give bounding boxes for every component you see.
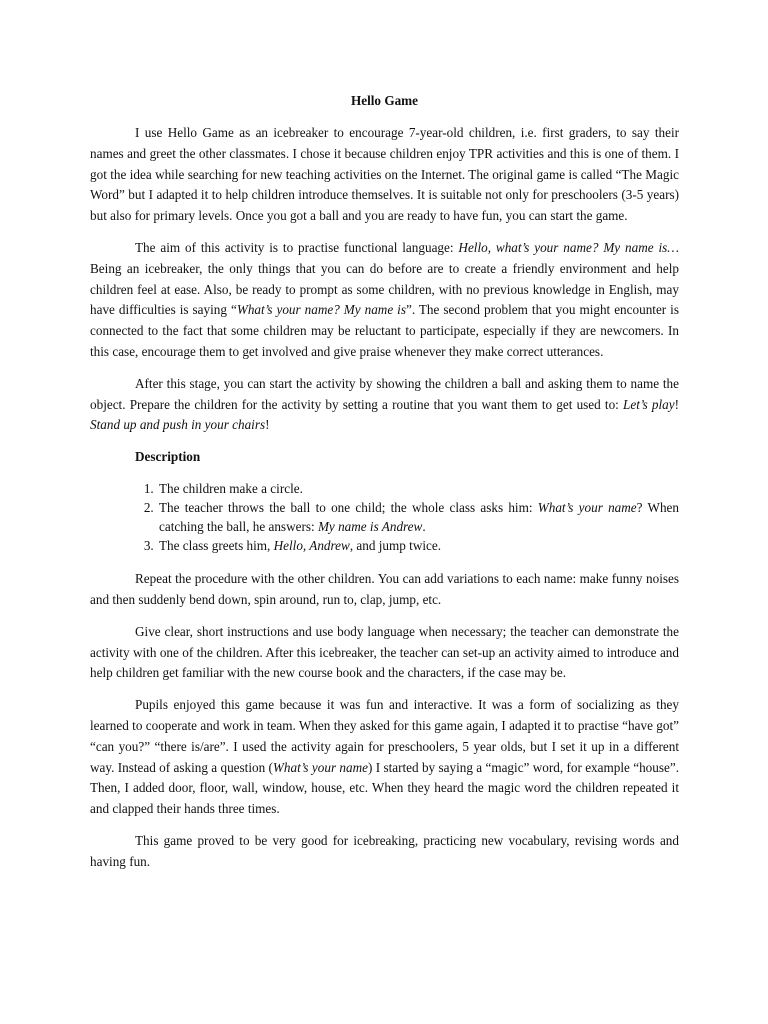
step-3-text-b: , and jump twice. [349, 538, 442, 554]
aim-text-a: The aim of this activity is to practise functional language: [135, 239, 459, 255]
stage-text-c: ! [265, 417, 270, 433]
intro-paragraph: I use Hello Game as an icebreaker to encourage 7-year-old children, i.e. first graders, to say their names and greet the other classmates. I chose it because children enjoy TPR activities and this is one of them. I got the idea while searching for new teaching activities on the Internet. The original game is called “The Magic Word” but I adapted it to help children introduce themselves. It is suitable not only for preschoolers (3-5 years) but also for primary levels. Once you got a ball and you are ready to have fun, you can start the game. [90, 125, 679, 224]
aim-phrase-1: Hello, what’s your name? My name is… [458, 239, 679, 255]
stage-paragraph [90, 374, 679, 436]
conclusion-paragraph: This game proved to be very good for icebreaking, practicing new vocabulary, revising words and having fun. [90, 832, 679, 869]
step-3-phrase: Hello, Andrew [273, 538, 350, 554]
stage-phrase-1: Let’s play [623, 396, 675, 412]
step-item-3 [157, 536, 679, 555]
step-2-phrase-2: My name is Andrew [317, 519, 423, 535]
step-2-text-a: The teacher throws the ball to one child; the whole class asks him: [159, 500, 538, 516]
stage-text-a: After this stage, you can start the activity by showing the children a ball and asking them to name the object. Prepare the children for the activity by setting a routine that you want them to get used to: [90, 375, 679, 412]
aim-text-b: Being an icebreaker, the only things that you can do before are to create a friendly environment and help children feel at ease. Also, be ready to prompt as some children, with no previous knowledge in English, may have difficulties is saying “ [90, 260, 679, 318]
step-2-phrase-1: What’s your name [537, 500, 637, 516]
repeat-paragraph: Repeat the procedure with the other children. You can add variations to each name: make funny noises and then suddenly bend down, spin around, run to, clap, jump, etc. [90, 571, 679, 607]
feedback-phrase: What’s your name [272, 759, 368, 775]
step-2-text-c: . [422, 519, 426, 535]
document-title: Hello Game [350, 93, 419, 108]
aim-paragraph [90, 238, 679, 363]
step-item-2 [157, 498, 679, 536]
step-item-1: 1. The children make a circle. [157, 479, 679, 498]
step-3-text-a: The class greets him, [159, 538, 274, 554]
aim-phrase-2: What’s your name? My name is [236, 302, 406, 318]
step-2-text-b: ? When catching the ball, he answers: [159, 500, 679, 535]
description-heading: Description [135, 449, 201, 465]
aim-text-c: ”. The second problem that you might encounter is connected to the fact that some children may be reluctant to participate, especially if they are newcomers. In this case, encourage them to get involved and give praise whenever they make correct utterances. [90, 302, 679, 359]
stage-text-b: ! [674, 396, 679, 412]
instructions-paragraph: Give clear, short instructions and use body language when necessary; the teacher can demonstrate the activity with one of the children. After this icebreaker, the teacher can set-up an activity aimed to introduce and help children get familiar with the new course book and the characters, if the case may be. [90, 623, 679, 681]
feedback-text-b: ) I started by saying a “magic” word, for example “house”. Then, I added door, floor, wall, window, house, etc. When they heard the magic word the children repeated it and clapped their hands three times. [90, 759, 679, 817]
stage-phrase-2: Stand up and push in your chairs [90, 417, 266, 433]
feedback-paragraph [90, 695, 679, 820]
feedback-text-a: Pupils enjoyed this game because it was fun and interactive. It was a form of socializing as they learned to cooperate and work in team. When they asked for this game again, I adapted it to practise “have got” “can you?” “there is/are”. I used the activity again for preschoolers, 5 year olds, but I set it up in a different way. Instead of asking a question ( [90, 697, 679, 775]
steps-list [90, 479, 679, 555]
